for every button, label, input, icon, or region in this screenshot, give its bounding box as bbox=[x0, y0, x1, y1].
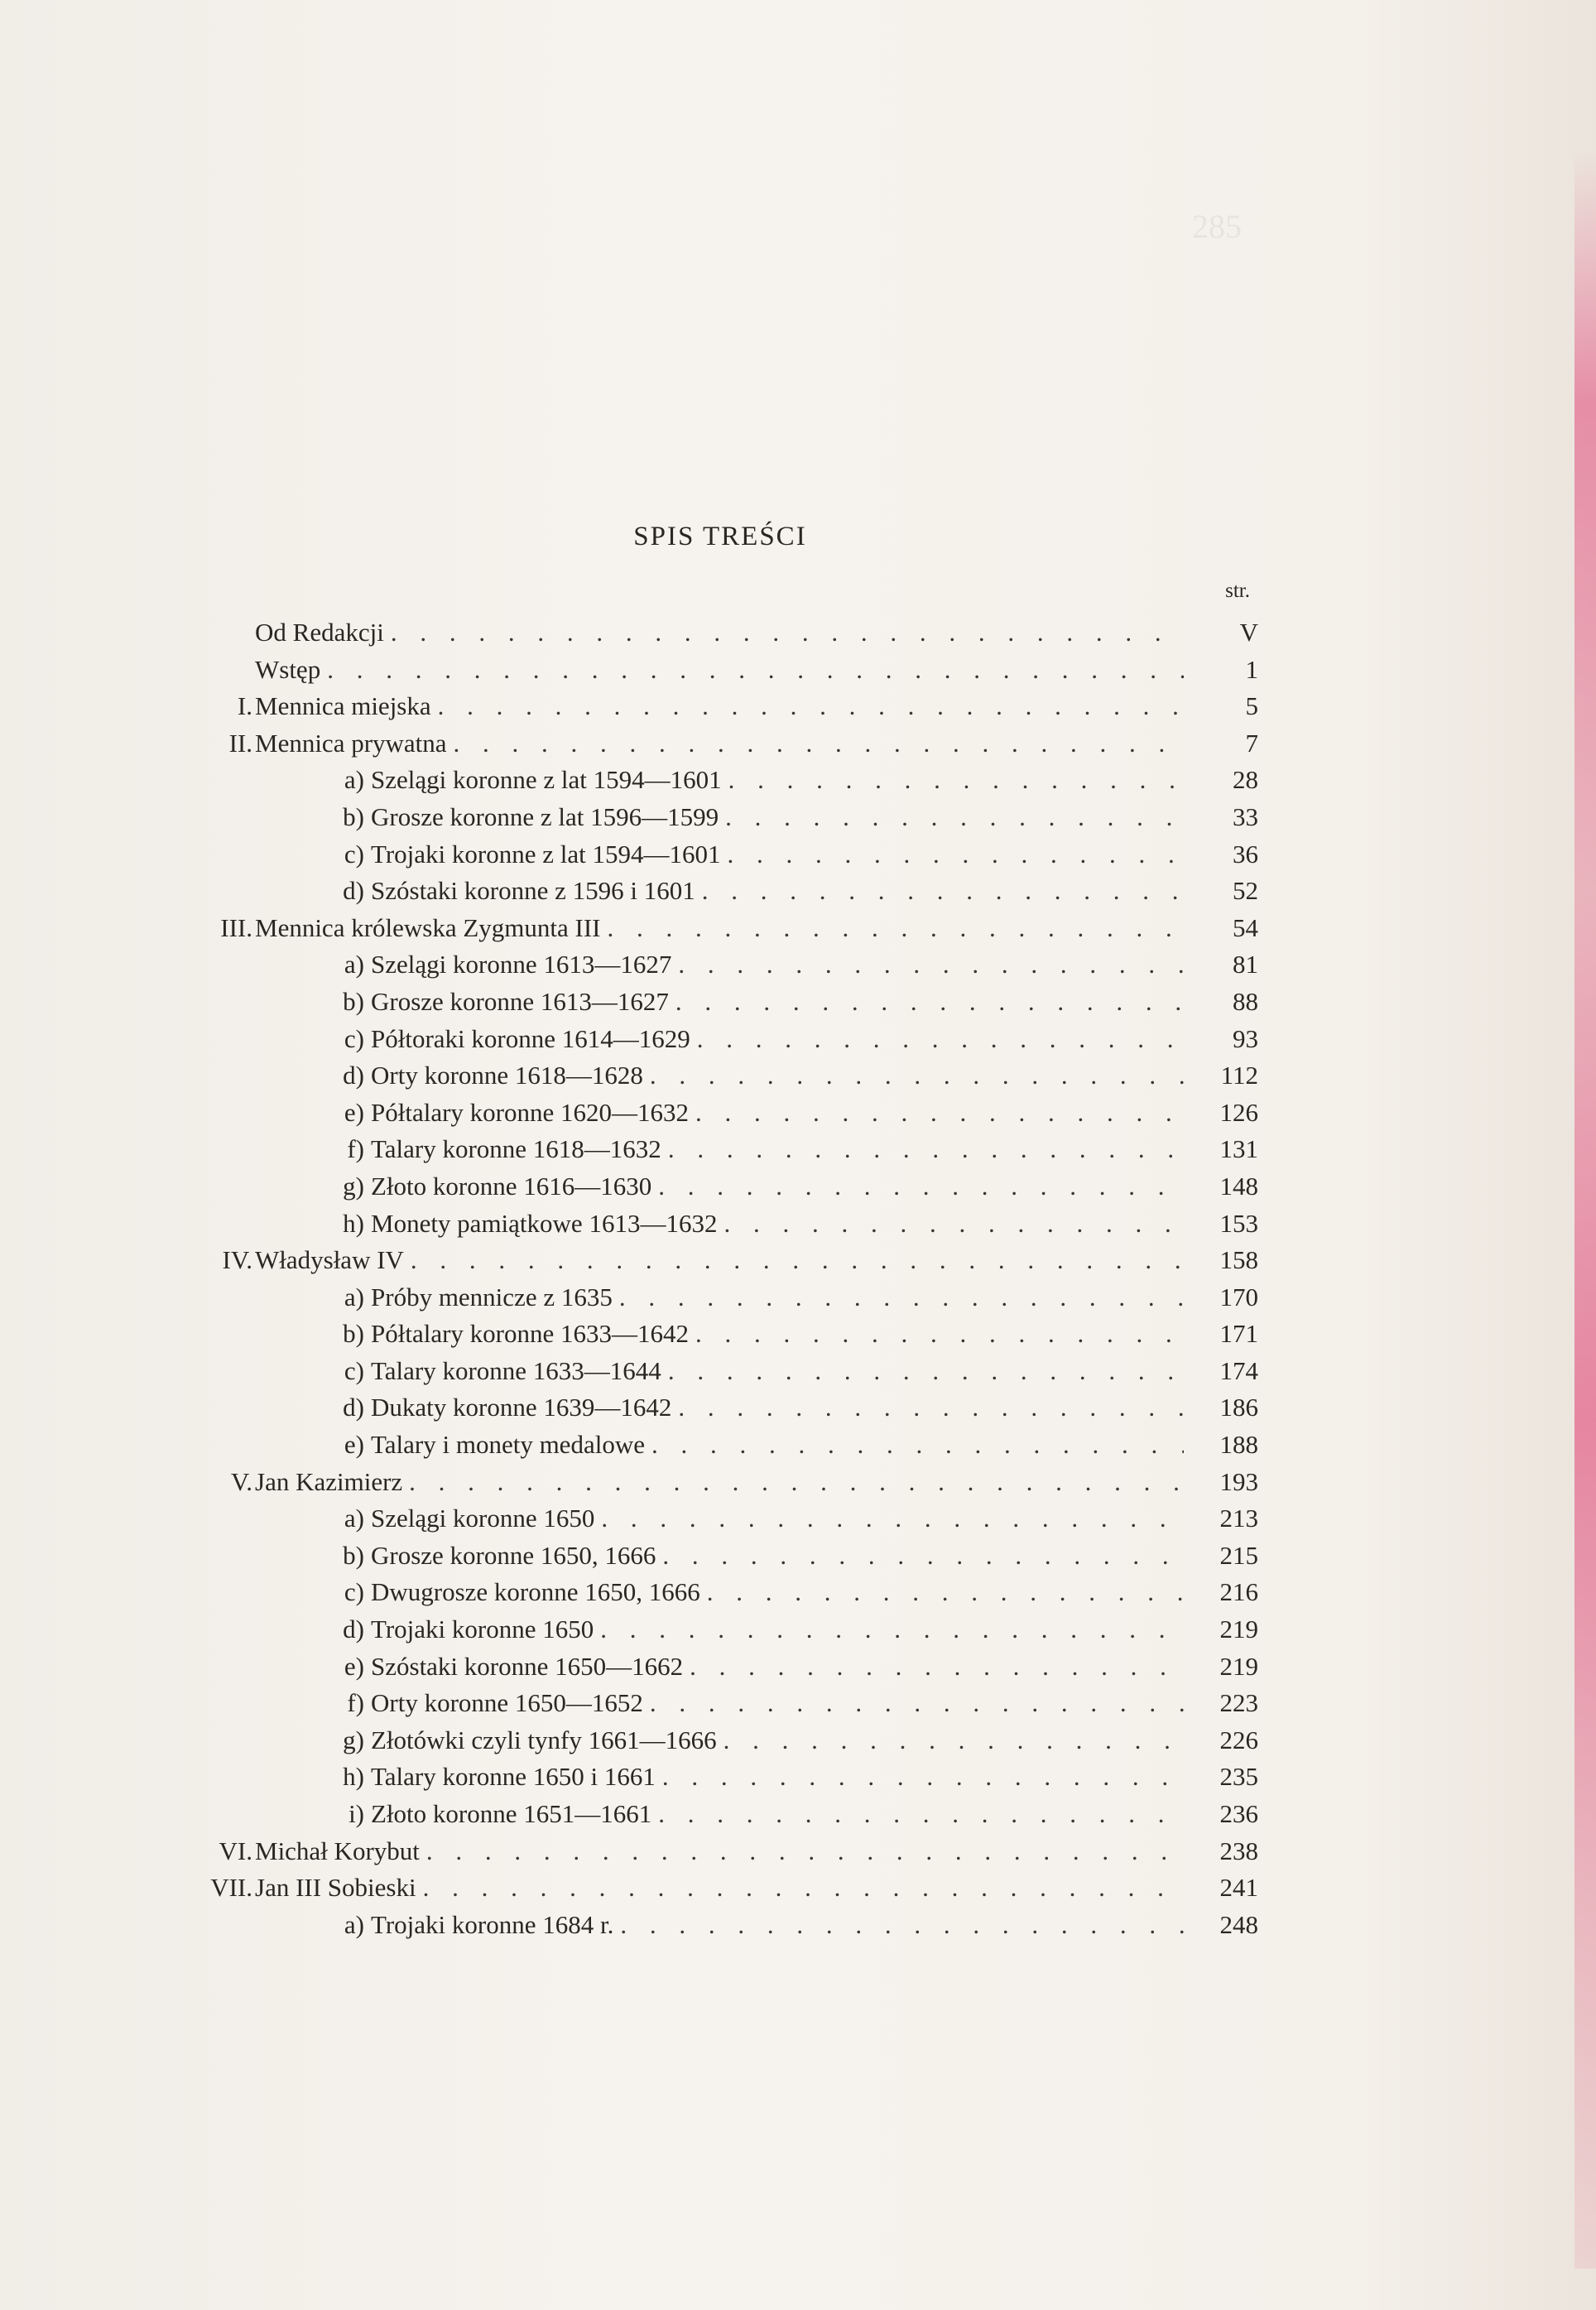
toc-entry-title: Szelągi koronne z lat 1594—1601 bbox=[371, 765, 722, 795]
toc-entry-number: b) bbox=[343, 986, 364, 1016]
toc-entry-title: Trojaki koronne z lat 1594—1601 bbox=[371, 839, 721, 869]
toc-entry-label bbox=[255, 1242, 411, 1279]
toc-entry-title: Dwugrosze koronne 1650, 1666 bbox=[371, 1577, 700, 1607]
edge-stain bbox=[1574, 149, 1596, 2269]
toc-entry-label bbox=[329, 1316, 695, 1353]
page-title: SPIS TREŚCI bbox=[633, 522, 807, 551]
toc-entry-number: c) bbox=[344, 839, 364, 869]
dot-leader bbox=[662, 1538, 1184, 1575]
toc-entry-label bbox=[255, 1833, 426, 1870]
toc-entry-page-number: 1 bbox=[1245, 654, 1258, 684]
toc-entry-label bbox=[329, 873, 702, 910]
toc-entry-number: VI. bbox=[219, 1836, 252, 1865]
toc-entry-page-number: 54 bbox=[1233, 912, 1258, 942]
toc-entry-number: d) bbox=[343, 876, 364, 906]
dot-leader bbox=[409, 1464, 1184, 1501]
toc-entry-number: III. bbox=[220, 912, 252, 942]
toc-entry-page-number: 186 bbox=[1219, 1393, 1258, 1422]
toc-entry-title: Mennica królewska Zygmunta III bbox=[255, 912, 601, 942]
toc-entry bbox=[182, 1870, 1258, 1907]
toc-entry-label bbox=[329, 1907, 620, 1944]
toc-entry bbox=[182, 1722, 1258, 1759]
toc-entry-page-number: 216 bbox=[1219, 1577, 1258, 1607]
toc-entry-page-number: 215 bbox=[1219, 1540, 1258, 1570]
toc-entry-title: Szelągi koronne 1613—1627 bbox=[371, 950, 672, 979]
toc-entry bbox=[182, 1611, 1258, 1648]
toc-entry-title: Jan III Sobieski bbox=[255, 1873, 416, 1903]
toc-entry-number: c) bbox=[344, 1355, 364, 1385]
toc-entry-page-number: 36 bbox=[1233, 839, 1258, 869]
toc-entry-page-number: 112 bbox=[1220, 1061, 1258, 1090]
toc-entry-page-number: 7 bbox=[1245, 728, 1258, 758]
toc-entry bbox=[182, 1057, 1258, 1095]
toc-entry-title: Orty koronne 1618—1628 bbox=[371, 1061, 643, 1090]
dot-leader bbox=[620, 1907, 1184, 1944]
toc-entry-label bbox=[255, 652, 327, 689]
toc-entry bbox=[182, 873, 1258, 910]
toc-entry-page-number: 148 bbox=[1219, 1171, 1258, 1201]
toc-entry-page-number: 188 bbox=[1219, 1430, 1258, 1460]
toc-entry-label bbox=[329, 1648, 690, 1686]
toc-entry-page-number: 81 bbox=[1233, 950, 1258, 979]
dot-leader bbox=[723, 1206, 1184, 1243]
toc-entry-page-number: 235 bbox=[1219, 1762, 1258, 1792]
toc-entry-title: Szóstaki koronne 1650—1662 bbox=[371, 1651, 684, 1681]
toc-entry bbox=[182, 1427, 1258, 1464]
dot-leader bbox=[697, 1021, 1184, 1058]
toc-entry bbox=[182, 614, 1258, 652]
dot-leader bbox=[695, 1316, 1184, 1353]
toc-entry-title: Mennica miejska bbox=[255, 691, 431, 721]
dot-leader bbox=[702, 873, 1184, 910]
toc-entry-title: Talary koronne 1633—1644 bbox=[371, 1355, 661, 1385]
toc-entry-label bbox=[329, 1168, 658, 1206]
toc-entry bbox=[182, 1538, 1258, 1575]
toc-entry-number: a) bbox=[344, 765, 364, 795]
dot-leader bbox=[423, 1870, 1184, 1907]
toc-entry-number: d) bbox=[343, 1061, 364, 1090]
toc-entry-title: Szóstaki koronne z 1596 i 1601 bbox=[371, 876, 695, 906]
toc-entry-page-number: 126 bbox=[1219, 1097, 1258, 1127]
dot-leader bbox=[695, 1095, 1184, 1132]
toc-entry-title: Półtoraki koronne 1614—1629 bbox=[371, 1023, 690, 1053]
toc-entry-page-number: 153 bbox=[1219, 1208, 1258, 1238]
toc-entry bbox=[182, 1316, 1258, 1353]
toc-entry-page-number: 158 bbox=[1219, 1245, 1258, 1275]
toc-entry-title: Grosze koronne z lat 1596—1599 bbox=[371, 801, 719, 831]
toc-entry bbox=[182, 1500, 1258, 1538]
toc-entry-page-number: 238 bbox=[1219, 1836, 1258, 1865]
toc-entry-number: e) bbox=[344, 1651, 364, 1681]
toc-entry-title: Wstęp bbox=[255, 654, 321, 684]
toc-entry-label bbox=[329, 1500, 601, 1538]
toc-entry bbox=[182, 1021, 1258, 1058]
toc-entry-number: f) bbox=[347, 1134, 364, 1164]
toc-entry-page-number: 131 bbox=[1219, 1134, 1258, 1164]
dot-leader bbox=[678, 946, 1184, 984]
toc-entry-label bbox=[329, 1759, 662, 1796]
toc-entry-page-number: 193 bbox=[1219, 1466, 1258, 1496]
toc-entry-title: Monety pamiątkowe 1613—1632 bbox=[371, 1208, 718, 1238]
toc-entry bbox=[182, 688, 1258, 725]
toc-entry-title: Dukaty koronne 1639—1642 bbox=[371, 1393, 672, 1422]
toc-entry bbox=[182, 1242, 1258, 1279]
toc-entry-label bbox=[255, 1464, 409, 1501]
toc-entry bbox=[182, 1279, 1258, 1316]
toc-entry-page-number: 171 bbox=[1219, 1319, 1258, 1349]
dot-leader bbox=[327, 652, 1184, 689]
toc-entry bbox=[182, 1464, 1258, 1501]
toc-entry-page-number: 219 bbox=[1219, 1615, 1258, 1644]
toc-entry bbox=[182, 984, 1258, 1021]
dot-leader bbox=[728, 762, 1184, 799]
toc-entry-label bbox=[329, 1353, 668, 1390]
toc-entry-number: VII. bbox=[210, 1873, 252, 1903]
toc-entry-label bbox=[255, 614, 391, 652]
toc-entry-number: d) bbox=[343, 1393, 364, 1422]
toc-entry-number: a) bbox=[344, 1504, 364, 1533]
toc-entry-label bbox=[329, 1131, 668, 1168]
toc-entry bbox=[182, 652, 1258, 689]
dot-leader bbox=[608, 910, 1184, 947]
toc-entry-title: Talary i monety medalowe bbox=[371, 1430, 645, 1460]
toc-entry-label bbox=[255, 910, 608, 947]
toc-entry-number: b) bbox=[343, 1540, 364, 1570]
dot-leader bbox=[601, 1500, 1184, 1538]
toc-entry-number: V. bbox=[230, 1466, 252, 1496]
dot-leader bbox=[650, 1057, 1184, 1095]
toc-entry-page-number: 170 bbox=[1219, 1282, 1258, 1311]
toc-entry bbox=[182, 1574, 1258, 1611]
toc-entry-label bbox=[329, 1574, 707, 1611]
toc-entry-number: h) bbox=[343, 1208, 364, 1238]
toc-entry-title: Półtalary koronne 1633—1642 bbox=[371, 1319, 690, 1349]
toc-entry-page-number: 213 bbox=[1219, 1504, 1258, 1533]
toc-entry-number: g) bbox=[343, 1171, 364, 1201]
dot-leader bbox=[690, 1648, 1184, 1686]
dot-leader bbox=[650, 1685, 1184, 1722]
toc-entry-title: Grosze koronne 1613—1627 bbox=[371, 986, 669, 1016]
toc-entry-number: I. bbox=[237, 691, 252, 721]
toc-entry-page-number: 226 bbox=[1219, 1725, 1258, 1754]
toc-entry-label bbox=[255, 688, 438, 725]
toc-entry bbox=[182, 1796, 1258, 1833]
toc-entry-number: i) bbox=[349, 1799, 364, 1828]
toc-entry-label bbox=[255, 1870, 423, 1907]
toc-entry-label bbox=[329, 1611, 600, 1648]
toc-entry bbox=[182, 910, 1258, 947]
toc-entry-number: c) bbox=[344, 1577, 364, 1607]
dot-leader bbox=[411, 1242, 1184, 1279]
toc-entry-page-number: 5 bbox=[1245, 691, 1258, 721]
toc-entry bbox=[182, 1131, 1258, 1168]
toc-entry bbox=[182, 946, 1258, 984]
toc-entry bbox=[182, 1168, 1258, 1206]
toc-entry-number: a) bbox=[344, 950, 364, 979]
toc-entry-page-number: 28 bbox=[1233, 765, 1258, 795]
toc-entry-title: Złoto koronne 1651—1661 bbox=[371, 1799, 652, 1828]
page-column-label: str. bbox=[1225, 580, 1250, 602]
dot-leader bbox=[658, 1796, 1184, 1833]
toc-entry-number: g) bbox=[343, 1725, 364, 1754]
toc-entry bbox=[182, 836, 1258, 873]
toc-entry-title: Trojaki koronne 1684 r. bbox=[371, 1909, 614, 1939]
toc-entry-page-number: 52 bbox=[1233, 876, 1258, 906]
dot-leader bbox=[668, 1353, 1184, 1390]
dot-leader bbox=[675, 984, 1184, 1021]
toc-entry-title: Próby mennicze z 1635 bbox=[371, 1282, 613, 1311]
dot-leader bbox=[662, 1759, 1184, 1796]
dot-leader bbox=[723, 1722, 1184, 1759]
toc-entry-label bbox=[255, 725, 454, 763]
toc-entry bbox=[182, 725, 1258, 763]
toc-entry-label bbox=[329, 836, 727, 873]
toc-entry-page-number: 241 bbox=[1219, 1873, 1258, 1903]
toc-entry-number: f) bbox=[347, 1688, 364, 1718]
toc-entry-page-number: 236 bbox=[1219, 1799, 1258, 1828]
toc-entry-title: Władysław IV bbox=[255, 1245, 404, 1275]
toc-entry-page-number: 93 bbox=[1233, 1023, 1258, 1053]
toc-entry bbox=[182, 1685, 1258, 1722]
dot-leader bbox=[600, 1611, 1184, 1648]
bleed-through-page-number: 285 bbox=[1192, 208, 1242, 245]
dot-leader bbox=[651, 1427, 1184, 1464]
toc-entry-title: Szelągi koronne 1650 bbox=[371, 1504, 595, 1533]
toc-entry-label bbox=[329, 1279, 619, 1316]
toc-entry-title: Złoto koronne 1616—1630 bbox=[371, 1171, 652, 1201]
toc-entry-title: Mennica prywatna bbox=[255, 728, 447, 758]
toc-entry-title: Półtalary koronne 1620—1632 bbox=[371, 1097, 690, 1127]
table-of-contents bbox=[182, 614, 1258, 1943]
toc-entry-title: Złotówki czyli tynfy 1661—1666 bbox=[371, 1725, 717, 1754]
toc-entry bbox=[182, 1389, 1258, 1427]
toc-entry bbox=[182, 1206, 1258, 1243]
toc-entry-number: a) bbox=[344, 1909, 364, 1939]
toc-entry-number: II. bbox=[228, 728, 252, 758]
toc-entry bbox=[182, 1907, 1258, 1944]
dot-leader bbox=[707, 1574, 1184, 1611]
toc-entry bbox=[182, 1353, 1258, 1390]
toc-entry-label bbox=[329, 762, 728, 799]
dot-leader bbox=[725, 799, 1184, 836]
toc-entry bbox=[182, 1833, 1258, 1870]
toc-entry-title: Talary koronne 1618—1632 bbox=[371, 1134, 661, 1164]
toc-entry-title: Grosze koronne 1650, 1666 bbox=[371, 1540, 656, 1570]
toc-entry bbox=[182, 1648, 1258, 1686]
toc-entry bbox=[182, 1759, 1258, 1796]
toc-entry-number: d) bbox=[343, 1615, 364, 1644]
dot-leader bbox=[658, 1168, 1184, 1206]
toc-entry-title: Trojaki koronne 1650 bbox=[371, 1615, 594, 1644]
toc-entry-page-number: 219 bbox=[1219, 1651, 1258, 1681]
dot-leader bbox=[391, 614, 1184, 652]
dot-leader bbox=[668, 1131, 1184, 1168]
toc-entry-label bbox=[329, 1722, 723, 1759]
toc-entry-number: b) bbox=[343, 1319, 364, 1349]
dot-leader bbox=[619, 1279, 1184, 1316]
toc-entry-title: Talary koronne 1650 i 1661 bbox=[371, 1762, 656, 1792]
dot-leader bbox=[426, 1833, 1184, 1870]
toc-entry-label bbox=[329, 1796, 658, 1833]
toc-entry bbox=[182, 762, 1258, 799]
toc-entry-page-number: V bbox=[1239, 618, 1258, 647]
toc-entry-page-number: 223 bbox=[1219, 1688, 1258, 1718]
toc-entry-title: Orty koronne 1650—1652 bbox=[371, 1688, 643, 1718]
toc-entry-label bbox=[329, 1021, 697, 1058]
toc-entry-page-number: 174 bbox=[1219, 1355, 1258, 1385]
dot-leader bbox=[678, 1389, 1184, 1427]
toc-entry-label bbox=[329, 1685, 650, 1722]
toc-entry-number: a) bbox=[344, 1282, 364, 1311]
toc-entry-page-number: 248 bbox=[1219, 1909, 1258, 1939]
toc-entry-title: Jan Kazimierz bbox=[255, 1466, 403, 1496]
toc-entry-label bbox=[329, 1389, 678, 1427]
toc-entry-number: e) bbox=[344, 1430, 364, 1460]
toc-entry-label bbox=[329, 1206, 723, 1243]
toc-entry-label bbox=[329, 1057, 650, 1095]
toc-entry-label bbox=[329, 984, 675, 1021]
toc-entry-number: c) bbox=[344, 1023, 364, 1053]
toc-entry bbox=[182, 799, 1258, 836]
toc-entry-label bbox=[329, 1427, 651, 1464]
dot-leader bbox=[727, 836, 1184, 873]
toc-entry-number: h) bbox=[343, 1762, 364, 1792]
dot-leader bbox=[438, 688, 1184, 725]
toc-entry-label bbox=[329, 946, 678, 984]
toc-entry-number: b) bbox=[343, 801, 364, 831]
toc-entry-label bbox=[329, 799, 725, 836]
toc-entry-page-number: 33 bbox=[1233, 801, 1258, 831]
toc-entry-title: Michał Korybut bbox=[255, 1836, 420, 1865]
toc-entry-label bbox=[329, 1538, 662, 1575]
dot-leader bbox=[454, 725, 1184, 763]
toc-entry-page-number: 88 bbox=[1233, 986, 1258, 1016]
toc-entry-number: e) bbox=[344, 1097, 364, 1127]
toc-entry-title: Od Redakcji bbox=[255, 618, 384, 647]
toc-entry-label bbox=[329, 1095, 695, 1132]
toc-entry bbox=[182, 1095, 1258, 1132]
toc-entry-number: IV. bbox=[222, 1245, 252, 1275]
